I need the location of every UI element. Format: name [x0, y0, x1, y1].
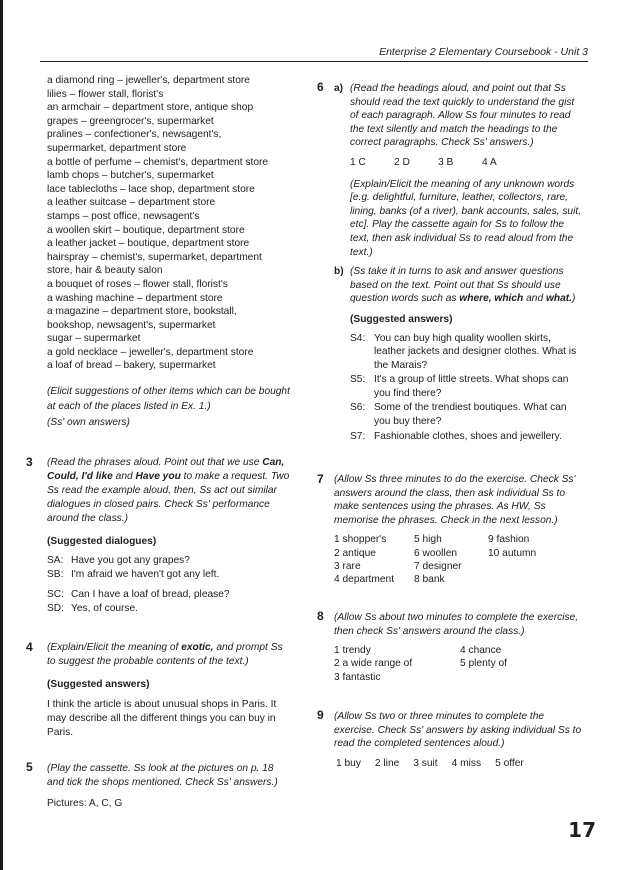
exercise-8 — [334, 611, 584, 684]
dialogue-text: I'm afraid we haven't got any left. — [71, 569, 220, 580]
vocab-line: an armchair – department store, antique shop — [47, 102, 254, 114]
exercise-4-instructions: (Explain/Elicit the meaning of exotic, and prompt Ss to suggest the probable contents of the text.) — [47, 642, 283, 667]
page-edge — [0, 0, 3, 870]
dialogue-text: Can I have a loaf of bread, please? — [71, 589, 230, 600]
exercise-6 — [334, 82, 584, 444]
vocab-line: stamps – post office, newsagent's — [47, 210, 200, 222]
vocab-line: pralines – confectioner's, newsagent's, — [47, 129, 222, 141]
answer-item: 3 fantastic — [334, 671, 381, 683]
qa-line — [350, 332, 584, 373]
exercise-9-number: 9 — [317, 708, 324, 722]
qa-line — [350, 430, 584, 444]
answer-item: 3 suit — [413, 757, 438, 769]
exercise-9-instructions: (Allow Ss two or three minutes to complete the exercise. Check Ss' answers by asking individual Ss to read the completed sentences aloud.) — [334, 711, 582, 750]
exercise-6b-instructions: (Ss take it in turns to ask and answer questions based on the text. Point out that Ss should use question words such as where, which and what.) — [350, 266, 576, 305]
answer-item: 7 designer — [414, 560, 462, 572]
answer-item: 4 chance — [460, 645, 502, 657]
answer-item: 1 trendy — [334, 645, 371, 657]
vocab-list — [47, 74, 297, 373]
vocab-line: grapes – greengrocer's, supermarket — [47, 115, 214, 127]
exercise-6-qa — [350, 332, 584, 444]
exercise-6a-instructions: (Read the headings aloud, and point out that Ss should read the text quickly to understand the gist of each paragraph. Allow Ss four minutes to read the text silently and match the headings to the correct paragraphs. Check Ss' answers.) — [350, 83, 575, 149]
exercise-9-answers — [334, 757, 584, 771]
vocab-line: a washing machine – department store — [47, 292, 223, 304]
exercise-4-number: 4 — [26, 640, 33, 654]
speaker-label: S7: — [350, 430, 366, 442]
exercise-5 — [47, 762, 293, 811]
exercise-6-number: 6 — [317, 80, 324, 94]
qa-text: Some of the trendiest boutiques. What can you buy there? — [374, 402, 567, 428]
qa-line — [350, 401, 584, 428]
exercise-4-heading: (Suggested answers) — [47, 679, 150, 690]
qa-text: It's a group of little streets. What shops can you find there? — [374, 374, 569, 399]
exercise-5-number: 5 — [26, 760, 33, 774]
answer-item: 9 fashion — [488, 534, 530, 546]
dialogue-line — [47, 602, 293, 616]
exercise-7-instructions: (Allow Ss three minutes to do the exercise. Check Ss' answers around the class, then ask individual Ss to make sentences using the phrases. As HW, Ss memorise the phrases. Check in the next lesson.) — [334, 474, 576, 526]
vocab-line: store, hair & beauty salon — [47, 265, 163, 277]
speaker-label: SA: — [47, 555, 64, 566]
exercise-6-heading: (Suggested answers) — [350, 313, 453, 325]
answer-item: 1 shopper's — [334, 534, 387, 546]
exercise-8-answers — [334, 644, 584, 684]
exercise-3-heading: (Suggested dialogues) — [47, 536, 157, 547]
answer-item — [460, 671, 570, 684]
exercise-3-number: 3 — [26, 455, 33, 469]
speaker-label: SD: — [47, 603, 64, 614]
exercise-6a-answers — [350, 156, 584, 170]
speaker-label: SB: — [47, 569, 64, 580]
dialogue-line — [47, 588, 293, 602]
answer-item: 10 autumn — [488, 547, 537, 559]
answer-item: 4 miss — [451, 757, 482, 769]
answer-item: 5 plenty of — [460, 658, 508, 670]
dialogue-text: Yes, of course. — [71, 603, 139, 614]
answer-item: 1 C — [350, 156, 366, 168]
dialogue-line — [47, 568, 293, 582]
answer-item — [488, 560, 568, 573]
exercise-8-instructions: (Allow Ss about two minutes to complete the exercise, then check Ss' answers around the class.) — [334, 612, 579, 637]
answer-item: 3 B — [438, 156, 454, 168]
exercise-3-dialogue — [47, 554, 293, 616]
header-rule — [40, 61, 588, 62]
exercise-3 — [47, 456, 293, 616]
vocab-line: lamb chops – butcher's, supermarket — [47, 170, 214, 182]
vocab-line: bookshop, newsagent's, supermarket — [47, 319, 216, 331]
vocab-line: a bottle of perfume – chemist's, department store — [47, 156, 269, 168]
answer-item: 5 offer — [495, 757, 524, 769]
vocab-line: lilies – flower stall, florist's — [47, 88, 164, 100]
exercise-4 — [47, 641, 293, 740]
vocab-line: lace tablecloths – lace shop, department store — [47, 183, 255, 195]
dialogue-line — [47, 554, 293, 568]
own-answers: (Ss' own answers) — [47, 417, 130, 428]
answer-item: 4 A — [482, 156, 497, 168]
vocab-line: a bouquet of roses – flower stall, florist's — [47, 278, 228, 290]
vocab-line: a woollen skirt – boutique, department store — [47, 224, 245, 236]
answer-item: 2 line — [374, 757, 400, 769]
exercise-6-explain: (Explain/Elicit the meaning of any unknown words [e.g. delightful, furniture, leather, collectors, rare, lining, banks (of a river), bank accounts, sales, suit, etc]. Play the cassette again for Ss to follow the text, then ask individual Ss to read aloud from the text.) — [350, 178, 582, 258]
vocab-line: a gold necklace – jeweller's, department store — [47, 346, 254, 358]
answer-item: 8 bank — [414, 573, 445, 585]
vocab-line: hairspray – chemist's, supermarket, department — [47, 251, 262, 263]
exercise-4-body: I think the article is about unusual shops in Paris. It may describe all the different things you can buy in Paris. — [47, 699, 277, 738]
speaker-label: S6: — [350, 402, 366, 414]
vocab-line: sugar – supermarket — [47, 333, 141, 345]
answer-item — [488, 573, 568, 586]
speaker-label: SC: — [47, 589, 64, 600]
vocab-line: a loaf of bread – bakery, supermarket — [47, 360, 216, 372]
exercise-6b-label: b) — [334, 266, 344, 278]
exercise-6a-label: a) — [334, 83, 344, 94]
exercise-5-instructions: (Play the cassette. Ss look at the pictures on p. 18 and tick the shops mentioned. Check Ss' answers.) — [47, 763, 278, 788]
qa-text: Fashionable clothes, shoes and jewellery. — [374, 430, 562, 442]
qa-line — [350, 373, 584, 400]
vocab-line: a magazine – department store, bookstall, — [47, 306, 237, 318]
exercise-7 — [334, 473, 584, 586]
exercise-7-answers — [334, 533, 584, 586]
running-header: Enterprise 2 Elementary Coursebook - Unit 3 — [379, 46, 588, 58]
exercise-9 — [334, 710, 584, 770]
exercise-8-number: 8 — [317, 609, 324, 623]
exercise-7-number: 7 — [317, 472, 324, 486]
vocab-line: a leather jacket – boutique, department store — [47, 238, 250, 250]
answer-item: 2 D — [394, 156, 410, 168]
speaker-label: S4: — [350, 332, 366, 344]
dialogue-text: Have you got any grapes? — [71, 555, 190, 566]
answer-item: 1 buy — [336, 757, 361, 769]
answer-item: 2 a wide range of — [334, 658, 413, 670]
exercise-5-pictures: Pictures: A, C, G — [47, 798, 123, 809]
answer-item: 4 department — [334, 573, 395, 585]
speaker-label: S5: — [350, 374, 366, 386]
answer-item: 3 rare — [334, 560, 361, 572]
page-number: 17 — [568, 818, 596, 842]
exercise-3-instructions: (Read the phrases aloud. Point out that we use Can, Could, I'd like and Have you to make a request. Two Ss read the example aloud, then, Ss act out similar dialogues in closed pairs. Check Ss' performance around the class.) — [47, 457, 290, 524]
elicit-note: (Elicit suggestions of other items which can be bought at each of the places listed in Ex. 1.) — [47, 386, 290, 412]
vocab-line: a diamond ring – jeweller's, department store — [47, 75, 250, 86]
vocab-line: supermarket, department store — [47, 142, 187, 154]
qa-text: You can buy high quality woollen skirts, leather jackets and designer clothes. What is the Marais? — [374, 332, 577, 371]
answer-item: 6 woollen — [414, 547, 458, 559]
answer-item: 2 antique — [334, 547, 376, 559]
vocab-line: a leather suitcase – department store — [47, 197, 216, 209]
answer-item: 5 high — [414, 534, 442, 546]
